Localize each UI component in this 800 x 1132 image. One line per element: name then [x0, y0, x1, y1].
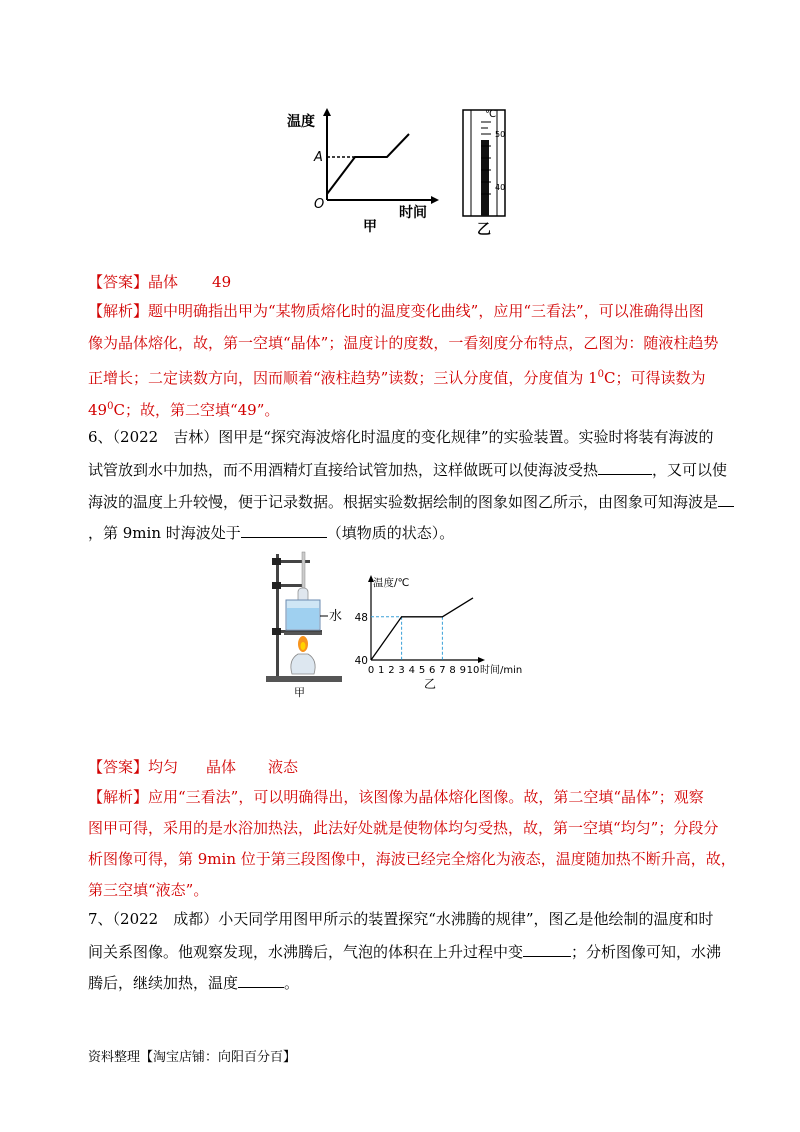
- q6-answer-tag: 【答案】: [88, 758, 149, 776]
- q5-answer: [88, 272, 231, 292]
- stand-rod: [276, 554, 279, 680]
- chart-series-line: [371, 598, 473, 660]
- chart-x-tick-10: 10: [466, 665, 480, 676]
- q6-blank-3: [241, 522, 327, 538]
- q6-analysis-line-1: 【解析】应用“三看法”，可以明确得出，该图像为晶体熔化图像。故，第二空填“晶体”；观察: [88, 788, 704, 806]
- chart-x-tick-1: 1: [378, 665, 385, 676]
- q5-answer-tag: 【答案】: [88, 273, 149, 291]
- chart-y-tick-48: 48: [354, 611, 368, 624]
- chart-x-tick-6: 6: [429, 665, 436, 676]
- q6-line-1: 6、（2022 吉林）图甲是“探究海波熔化时温度的变化规律”的实验装置。实验时将装有海波的: [88, 428, 714, 446]
- graph-point-a: A: [314, 150, 323, 165]
- thermometer-liquid-column: [481, 140, 489, 216]
- q6-analysis-line-2: 图甲可得，采用的是水浴加热法，此法好处就是使物体均匀受热，故，第一空填“均匀”；分段分: [88, 819, 719, 837]
- chart-x-tick-7: 7: [439, 665, 446, 676]
- chart-xlabel: 时间/min: [480, 665, 523, 676]
- q5-analysis-tag: 【解析】: [88, 302, 149, 320]
- water: [287, 608, 319, 629]
- chart-y-tick-40: 40: [354, 655, 368, 667]
- chart-plot: [355, 575, 523, 676]
- chart-caption: 乙: [424, 677, 437, 690]
- chart-ylabel: 温度/℃: [373, 577, 410, 589]
- figure-melting-graph: [285, 100, 445, 240]
- q5-analysis-line-4: $49^0C$；故，第二空填“49”。: [88, 401, 280, 419]
- q7-line-2: 间关系图像。他观察发现，水沸腾后，气泡的体积在上升过程中变 ；分析图像可知，水沸: [88, 943, 722, 961]
- q6-analysis-line-4: 第三空填“液态”。: [88, 881, 209, 899]
- graph-ylabel: 温度: [287, 114, 315, 130]
- q5-analysis-line-2: 像为晶体熔化，故，第一空填“晶体”；温度计的度数，一看刻度分布特点，乙图为：随液柱趋势: [88, 334, 719, 352]
- stand-base: [266, 676, 342, 682]
- q6-line-3: 海波的温度上升较慢，便于记录数据。根据实验数据绘制的图象如图乙所示，由图象可知海波是: [88, 491, 734, 512]
- thermometer-unit: ℃: [485, 109, 497, 120]
- graph-xlabel: 时间: [399, 205, 427, 221]
- q6-blank-1: [598, 459, 652, 475]
- chart-x-tick-9: 9: [459, 665, 466, 676]
- q5-analysis-line-1: 【解析】题中明确指出甲为“某物质熔化时的温度变化曲线”，应用“三看法”，可以准确得出图: [88, 302, 704, 320]
- water-label: 水: [329, 609, 343, 624]
- q6-analysis-line-3: 析图像可得，第 9min 位于第三段图像中，海波已经完全熔化为液态，温度随加热不断升高，故，: [88, 850, 736, 868]
- chart-x-tick-8: 8: [449, 665, 456, 676]
- wire-gauze: [284, 632, 322, 635]
- chart-heating-graph: [354, 570, 534, 690]
- thermometer-tick-40: 40: [495, 183, 506, 192]
- q5-answer-1: 晶体: [148, 273, 179, 291]
- chart-x-tick-0: 0: [367, 665, 375, 676]
- q6-analysis-tag: 【解析】: [88, 788, 149, 806]
- chart-x-arrow: [478, 657, 485, 663]
- clamp-arm-mid: [278, 584, 302, 587]
- graph-caption: 甲: [363, 219, 377, 235]
- footer-note: 资料整理【淘宝店铺：向阳百分百】: [88, 1050, 297, 1065]
- graph-curve: [327, 134, 409, 194]
- chart-x-tick-5: 5: [418, 665, 426, 676]
- thermometer-caption: 乙: [477, 222, 491, 238]
- graph-y-arrow: [323, 108, 331, 116]
- q5-analysis-line-3: 正增长；二定读数方向，因而顺着“液柱趋势”读数；三认分度值，分度值为 $1^0C$；可得读数为: [88, 369, 706, 387]
- graph-origin: O: [314, 197, 325, 212]
- graph-x-arrow: [431, 196, 439, 204]
- chart-x-tick-2: 2: [388, 665, 395, 676]
- q7-line-3: 腾后，继续加热，温度 。: [88, 974, 300, 992]
- q5-answer-2: 49: [212, 273, 232, 291]
- q6-line-2: 试管放到水中加热，而不用酒精灯直接给试管加热，这样做既可以使海波受热 ，又可以使: [88, 461, 728, 479]
- q7-blank-1: [523, 941, 571, 957]
- q6-line-4: ，第 9min 时海波处于 （填物质的状态）。: [88, 524, 455, 542]
- chart-x-tick-3: 3: [398, 665, 405, 676]
- q7-line-1: 7、（2022 成都）小天同学用图甲所示的装置探究“水沸腾的规律”，图乙是他绘制的温度和时: [88, 910, 714, 928]
- thermometer-tick-50: 50: [495, 130, 506, 139]
- q6-answer: 【答案】均匀 晶体 液态: [88, 758, 299, 776]
- figure-apparatus: [262, 548, 354, 700]
- figure-thermometer: [455, 100, 525, 240]
- q6-blank-2: [718, 491, 734, 507]
- q7-blank-2: [238, 972, 284, 988]
- alcohol-lamp: [291, 654, 315, 674]
- chart-x-tick-4: 4: [408, 665, 415, 676]
- apparatus-caption: 甲: [294, 686, 305, 699]
